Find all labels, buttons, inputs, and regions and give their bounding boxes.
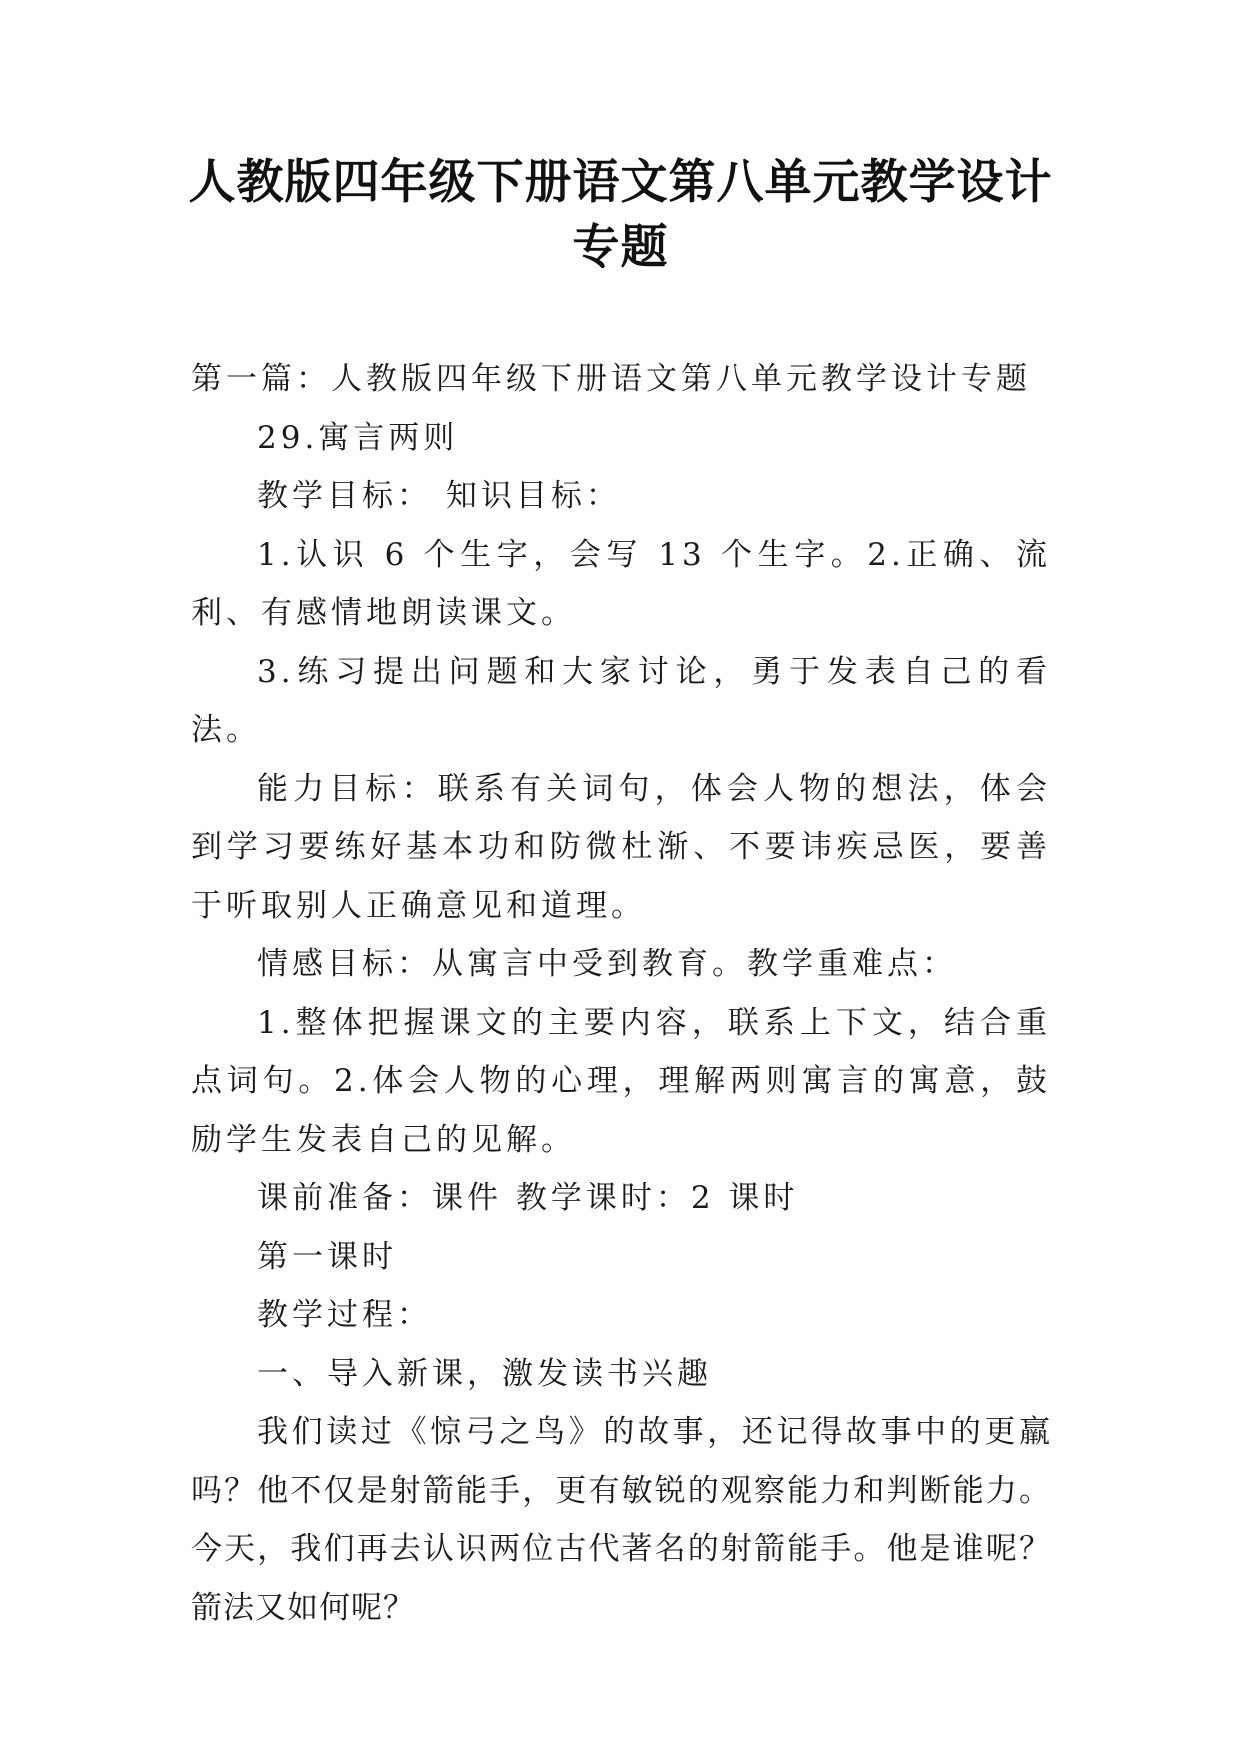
paragraph: 3.练习提出问题和大家讨论，勇于发表自己的看法。	[191, 653, 1051, 748]
paragraph: 情感目标：从寓言中受到教育。教学重难点：	[257, 946, 957, 982]
paragraph: 教学过程：	[257, 1297, 432, 1333]
paragraph: 一、导入新课，激发读书兴趣	[257, 1355, 712, 1392]
section-heading: 第一篇：人教版四年级下册语文第八单元教学设计专题	[191, 361, 1031, 397]
document-title-line-1: 人教版四年级下册语文第八单元教学设计	[188, 155, 1053, 210]
paragraph: 教学目标： 知识目标：	[257, 478, 621, 514]
paragraph: 1.整体把握课文的主要内容，联系上下文，结合重点词句。2.体会人物的心理，理解两则寓言的寓意，鼓励学生发表自己的见解。	[191, 1004, 1051, 1158]
paragraph: 能力目标：联系有关词句，体会人物的想法，体会到学习要练好基本功和防微杜渐、不要讳疾忌医，要善于听取别人正确意见和道理。	[191, 770, 1051, 924]
document-title-line-2: 专题	[572, 220, 669, 275]
paragraph: 课前准备：课件 教学课时：2 课时	[257, 1180, 799, 1216]
paragraph: 1.认识 6 个生字，会写 13 个生字。2.正确、流利、有感情地朗读课文。	[191, 536, 1051, 631]
lesson-title: 29.寓言两则	[257, 419, 459, 456]
paragraph: 第一课时	[257, 1238, 397, 1275]
paragraph: 我们读过《惊弓之鸟》的故事，还记得故事中的更羸吗？他不仅是射箭能手，更有敏锐的观察能力和判断能力。今天，我们再去认识两位古代著名的射箭能手。他是谁呢？箭法又如何呢？	[191, 1414, 1051, 1626]
document-body	[191, 350, 1051, 1637]
